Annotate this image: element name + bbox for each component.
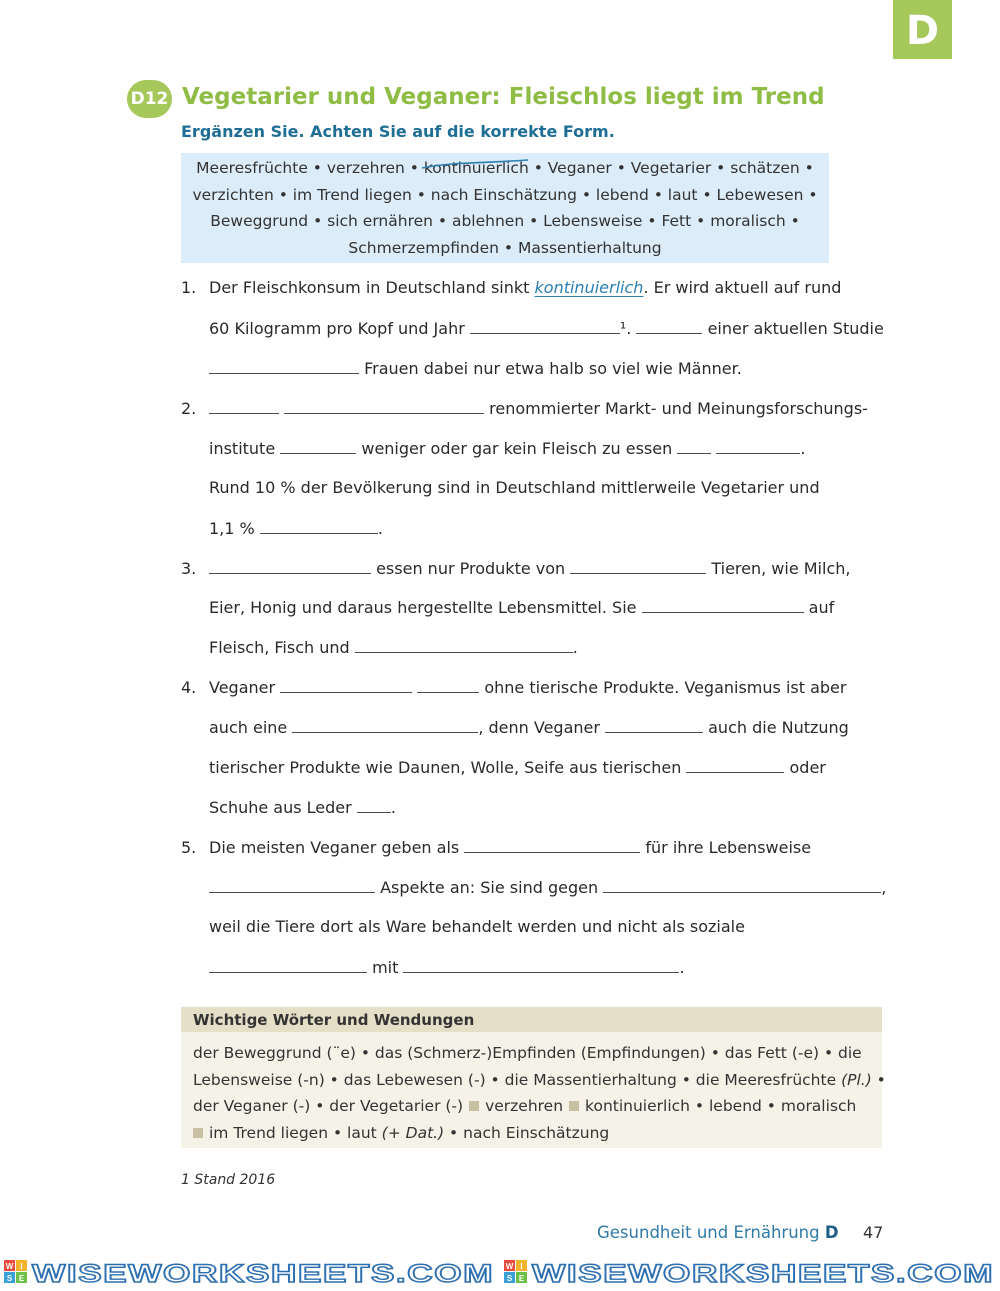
- exercise-number: 3.: [181, 559, 197, 578]
- vocabulary-line: der Beweggrund (¨e) • das (Schmerz-)Empfinden (Empfindungen) • das Fett (-e) • die: [193, 1044, 862, 1062]
- exercise-2-line-1: 2. renommierter Markt- und Meinungsforschungs-: [181, 399, 868, 418]
- vocabulary-line: im Trend liegen • laut (+ Dat.) • nach Einschätzung: [193, 1120, 882, 1147]
- exercise-5-line-4: mit .: [209, 957, 685, 977]
- blank[interactable]: [464, 837, 640, 853]
- blank[interactable]: [209, 358, 359, 374]
- blank[interactable]: [357, 797, 391, 813]
- blank[interactable]: [260, 518, 378, 534]
- page-number: 47: [863, 1223, 884, 1242]
- svg-text:E: E: [518, 1274, 525, 1283]
- svg-text:I: I: [520, 1262, 523, 1271]
- blank[interactable]: [284, 398, 484, 414]
- exercise-instruction: Ergänzen Sie. Achten Sie auf die korrekte Form.: [181, 122, 615, 141]
- separator-square-icon: [569, 1101, 579, 1111]
- separator-square-icon: [193, 1128, 203, 1138]
- word-box-line: Beweggrund • sich ernähren • ablehnen • Lebensweise • Fett • moralisch •: [210, 212, 800, 230]
- word-box: [181, 153, 829, 263]
- exercise-3-line-3: Fleisch, Fisch und .: [209, 638, 578, 657]
- footnote: 1 Stand 2016: [181, 1172, 276, 1188]
- vocabulary-line: Lebensweise (-n) • das Lebewesen (-) • die Massentierhaltung • die Meeresfrüchte (Pl.) •: [193, 1070, 886, 1089]
- watermark-text: WISEWORKSHEETS.COM: [532, 1260, 994, 1288]
- exercise-2-line-3: Rund 10 % der Bevölkerung sind in Deutschland mittlerweile Vegetarier und: [209, 478, 820, 497]
- footer-chapter: Gesundheit und Ernährung D: [597, 1223, 839, 1242]
- word-box-text: Meeresfrüchte • verzehren •: [196, 159, 424, 177]
- svg-text:S: S: [506, 1274, 513, 1283]
- blank[interactable]: [642, 597, 804, 613]
- svg-text:E: E: [18, 1274, 25, 1283]
- exercise-5-line-3: weil die Tiere dort als Ware behandelt werden und nicht als soziale: [209, 917, 745, 936]
- exercise-1-line-1: 1. Der Fleischkonsum in Deutschland sinkt kontinuierlich. Er wird aktuell auf rund: [181, 278, 842, 297]
- exercise-3-line-1: 3. essen nur Produkte von Tieren, wie Milch,: [181, 559, 851, 578]
- blank[interactable]: [417, 677, 479, 693]
- vocabulary-heading: Wichtige Wörter und Wendungen: [181, 1007, 882, 1032]
- exercise-2-line-4: 1,1 % .: [209, 519, 383, 538]
- blank[interactable]: [280, 677, 412, 693]
- wise-logo-icon: [504, 1260, 527, 1283]
- wise-logo-icon: [4, 1260, 27, 1283]
- blank[interactable]: [209, 398, 279, 414]
- blank[interactable]: [403, 957, 679, 973]
- blank[interactable]: [716, 438, 800, 454]
- exercise-4-line-1: 4. Veganer ohne tierische Produkte. Veganismus ist aber: [181, 678, 847, 697]
- exercise-badge: D12: [127, 80, 172, 118]
- blank[interactable]: [209, 877, 375, 893]
- exercise-title: Vegetarier und Veganer: Fleischlos liegt im Trend: [182, 84, 825, 110]
- blank[interactable]: [686, 757, 784, 773]
- exercise-number: 5.: [181, 838, 197, 857]
- exercise-4-line-3: tierischer Produkte wie Daunen, Wolle, Seife aus tierischen oder: [209, 758, 826, 777]
- svg-text:W: W: [505, 1262, 514, 1271]
- blank[interactable]: [209, 558, 371, 574]
- blank[interactable]: [636, 318, 702, 334]
- svg-text:W: W: [5, 1262, 14, 1271]
- exercise-1-line-2: 60 Kilogramm pro Kopf und Jahr ¹. einer aktuellen Studie: [209, 319, 884, 338]
- blank[interactable]: [677, 438, 711, 454]
- exercise-2-line-2: institute weniger oder gar kein Fleisch zu essen .: [209, 439, 806, 458]
- word-box-line: Schmerzempfinden • Massentierhaltung: [348, 238, 662, 257]
- exercise-4-line-2: auch eine , denn Veganer auch die Nutzung: [209, 718, 849, 737]
- blank[interactable]: [603, 877, 881, 893]
- vocabulary-box: [181, 1032, 886, 1148]
- blank[interactable]: [292, 717, 478, 733]
- word-box-line: [181, 155, 829, 182]
- blank[interactable]: [570, 558, 706, 574]
- exercise-5-line-1: 5. Die meisten Veganer geben als für ihre Lebensweise: [181, 838, 812, 857]
- separator-square-icon: [469, 1101, 479, 1111]
- exercise-number: 1.: [181, 278, 197, 297]
- strike-line: [420, 158, 530, 172]
- blank[interactable]: [355, 637, 573, 653]
- word-box-text: • Veganer • Vegetarier • schätzen •: [528, 159, 814, 177]
- svg-text:I: I: [20, 1262, 23, 1271]
- exercise-4-line-4: Schuhe aus Leder .: [209, 798, 396, 817]
- blank[interactable]: [280, 438, 356, 454]
- exercise-3-line-2: Eier, Honig und daraus hergestellte Lebensmittel. Sie auf: [209, 598, 835, 617]
- vocabulary-line: der Veganer (-) • der Vegetarier (-) verzehren kontinuierlich • lebend • moralisch: [193, 1097, 857, 1115]
- filled-answer: kontinuierlich: [534, 278, 644, 297]
- blank[interactable]: [470, 318, 620, 334]
- struck-word: kontinuierlich: [424, 155, 529, 182]
- exercise-number: 4.: [181, 678, 197, 697]
- unit-tab: D: [893, 0, 952, 59]
- exercise-number: 2.: [181, 399, 197, 418]
- word-box-line: verzichten • im Trend liegen • nach Einschätzung • lebend • laut • Lebewesen •: [192, 185, 818, 204]
- blank[interactable]: [605, 717, 703, 733]
- blank[interactable]: [209, 957, 367, 973]
- watermark-text: WISEWORKSHEETS.COM: [32, 1260, 494, 1288]
- watermark-banner: [0, 1255, 1000, 1289]
- exercise-1-line-3: Frauen dabei nur etwa halb so viel wie Männer.: [209, 358, 742, 378]
- svg-text:S: S: [6, 1274, 13, 1283]
- exercise-5-line-2: Aspekte an: Sie sind gegen ,: [209, 877, 886, 897]
